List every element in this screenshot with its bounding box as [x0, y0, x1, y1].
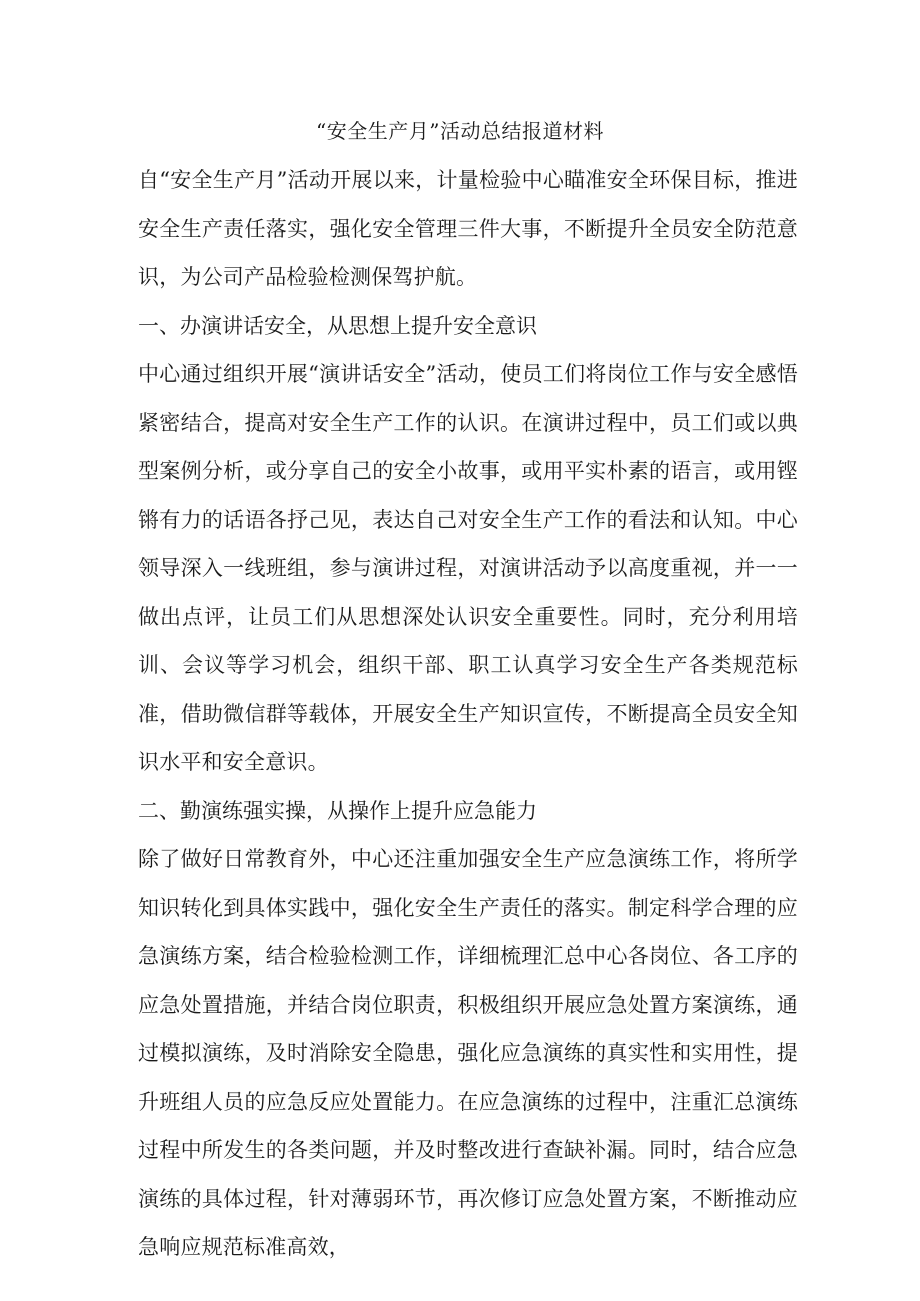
document-title: “安全生产月”活动总结报道材料 [316, 119, 604, 143]
section-1-heading: 一、办演讲话安全，从思想上提升安全意识 [138, 313, 537, 338]
section-2-paragraph: 除了做好日常教育外，中心还注重加强安全生产应急演练工作，将所学知识转化到具体实践中，强化安全生产责任的落实。制定科学合理的应急演练方案，结合检验检测工作，详细梳理汇总中心各岗位、各工序的应急处置措施，并结合岗位职责，积极组织开展应急处置方案演练，通过模拟演练，及时消除安全隐患，强化应急演练的真实性和实用性，提升班组人员的应急反应处置能力。在应急演练的过程中，注重汇总演练过程中所发生的各类问题，并及时整改进行查缺补漏。同时，结合应急演练的具体过程，针对薄弱环节，再次修订应急处置方案，不断推动应急响应规范标准高效， [138, 847, 798, 1259]
document-body [138, 156, 798, 1272]
section-1-paragraph: 中心通过组织开展“演讲话安全”活动，使员工们将岗位工作与安全感悟紧密结合，提高对安全生产工作的认识。在演讲过程中，员工们或以典型案例分析，或分享自己的安全小故事，或用平实朴素的语言，或用铿锵有力的话语各抒己见，表达自己对安全生产工作的看法和认知。中心领导深入一线班组，参与演讲过程，对演讲活动予以高度重视，并一一做出点评，让员工们从思想深处认识安全重要性。同时，充分利用培训、会议等学习机会，组织干部、职工认真学习安全生产各类规范标准，借助微信群等载体，开展安全生产知识宣传，不断提高全员安全知识水平和安全意识。 [138, 362, 798, 774]
intro-paragraph: 自“安全生产月”活动开展以来，计量检验中心瞄准安全环保目标，推进安全生产责任落实，强化安全管理三件大事，不断提升全员安全防范意识，为公司产品检验检测保驾护航。 [138, 168, 798, 289]
section-2-heading: 二、勤演练强实操，从操作上提升应急能力 [138, 798, 537, 823]
